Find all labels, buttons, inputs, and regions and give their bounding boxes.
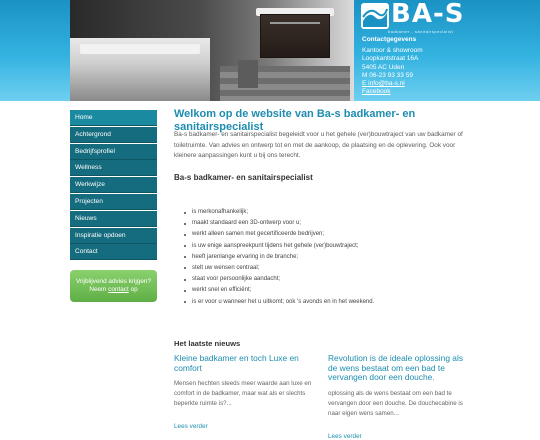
bathtub-rim-graphic <box>80 44 200 54</box>
header-banner-image <box>70 0 354 101</box>
list-item: is merkonafhankelijk; <box>174 207 474 218</box>
feature-list <box>174 207 474 308</box>
nav-item-wellness[interactable]: Wellness <box>70 160 157 176</box>
news-excerpt: Mensen hechten steeds meer waarde aan luxe en comfort in de badkamer, maar wat als er slechts beperkte ruimte is?... <box>174 380 312 407</box>
logo-wave-icon <box>361 3 389 29</box>
contact-title: Contactgegevens <box>362 36 417 43</box>
list-item: werkt alleen samen met gecertificeerde bedrijven; <box>174 229 474 240</box>
read-more-link[interactable]: Lees verder <box>328 432 362 440</box>
main-content <box>174 108 474 440</box>
contact-info <box>362 36 423 96</box>
cta-contact-link[interactable]: contact <box>108 286 129 293</box>
news-headline[interactable]: Revolution is de ideale oplossing als de wens bestaat om een bad te vervangen door een douche. <box>328 353 464 382</box>
read-more-link[interactable]: Lees verder <box>174 423 208 430</box>
site-header <box>0 0 540 101</box>
news-headline[interactable]: Kleine badkamer en toch Luxe en comfort <box>174 353 299 373</box>
cta-suffix: op <box>130 286 138 293</box>
nav-item-home[interactable]: Home <box>70 110 157 126</box>
nav-item-achtergrond[interactable]: Achtergrond <box>70 127 157 143</box>
news-item <box>174 354 319 430</box>
nav-item-contact[interactable]: Contact <box>70 244 157 260</box>
logo-text: BA-S <box>391 0 465 29</box>
list-item: heeft jarenlange ervaring in de branche; <box>174 252 474 263</box>
contact-email-link[interactable]: E info@ba-s.nl <box>362 80 405 88</box>
intro-paragraph: Ba-s badkamer- en sanitairspecialist begeleidt voor u het gehele (ver)bouwtraject van uw badkamer of toiletruimte. Van advies en ontwerp tot en met de aankoop, de plaatsing en de oplevering. Ook voor kleinere aanpassingen kunt u bij ons terecht. <box>174 131 463 159</box>
list-item: staat voor persoonlijke aandacht; <box>174 274 474 285</box>
list-item: is uw enige aanspreekpunt tijdens het gehele (ver)bouwtraject; <box>174 241 474 252</box>
section-title: Ba-s badkamer- en sanitairspecialist <box>174 173 313 182</box>
logo-tagline: badkamer - sanitairspecialist <box>388 29 454 34</box>
list-item: maakt standaard een 3D-ontwerp voor u; <box>174 218 474 229</box>
advice-cta-box[interactable] <box>70 270 157 302</box>
contact-phone: M 06-23 93 33 59 <box>362 71 413 79</box>
news-section-title: Het laatste nieuws <box>174 339 241 348</box>
cta-question: Vrijblijvend advies krijgen? <box>75 278 152 285</box>
facebook-link[interactable]: Facebook <box>362 88 391 96</box>
list-item: is er voor u wanneer het u uitkomt; ook 's avonds en in het weekend. <box>174 297 474 308</box>
nav-item-bedrijfsprofiel[interactable]: Bedrijfsprofiel <box>70 144 157 160</box>
contact-line-city: 5405 AC Uden <box>362 63 405 71</box>
nav-item-werkwijze[interactable]: Werkwijze <box>70 177 157 193</box>
news-item <box>328 354 473 440</box>
nav-item-projecten[interactable]: Projecten <box>70 194 157 210</box>
nav-item-nieuws[interactable]: Nieuws <box>70 211 157 227</box>
news-excerpt: oplossing als de wens bestaat om een bad te vervangen door een douche. De douchecabine is naar eigen wens samen... <box>328 389 463 417</box>
cta-action <box>70 286 157 294</box>
nav-item-inspiratie[interactable]: Inspiratie opdoen <box>70 228 157 244</box>
list-item: stelt uw wensen centraal; <box>174 263 474 274</box>
page-title: Welkom op de website van Ba-s badkamer- en sanitairspecialist <box>174 108 416 133</box>
list-item: werkt snel en efficiënt; <box>174 285 474 296</box>
contact-line-office: Kantoor & showroom <box>362 47 423 55</box>
cabinet-handle-graphic <box>270 22 320 24</box>
towel-graphic <box>238 60 258 88</box>
vanity-cabinet-graphic <box>260 14 330 58</box>
main-nav <box>70 110 157 261</box>
cta-prefix: Neem <box>89 286 107 293</box>
contact-line-street: Loopkantstraat 16A <box>362 55 419 63</box>
